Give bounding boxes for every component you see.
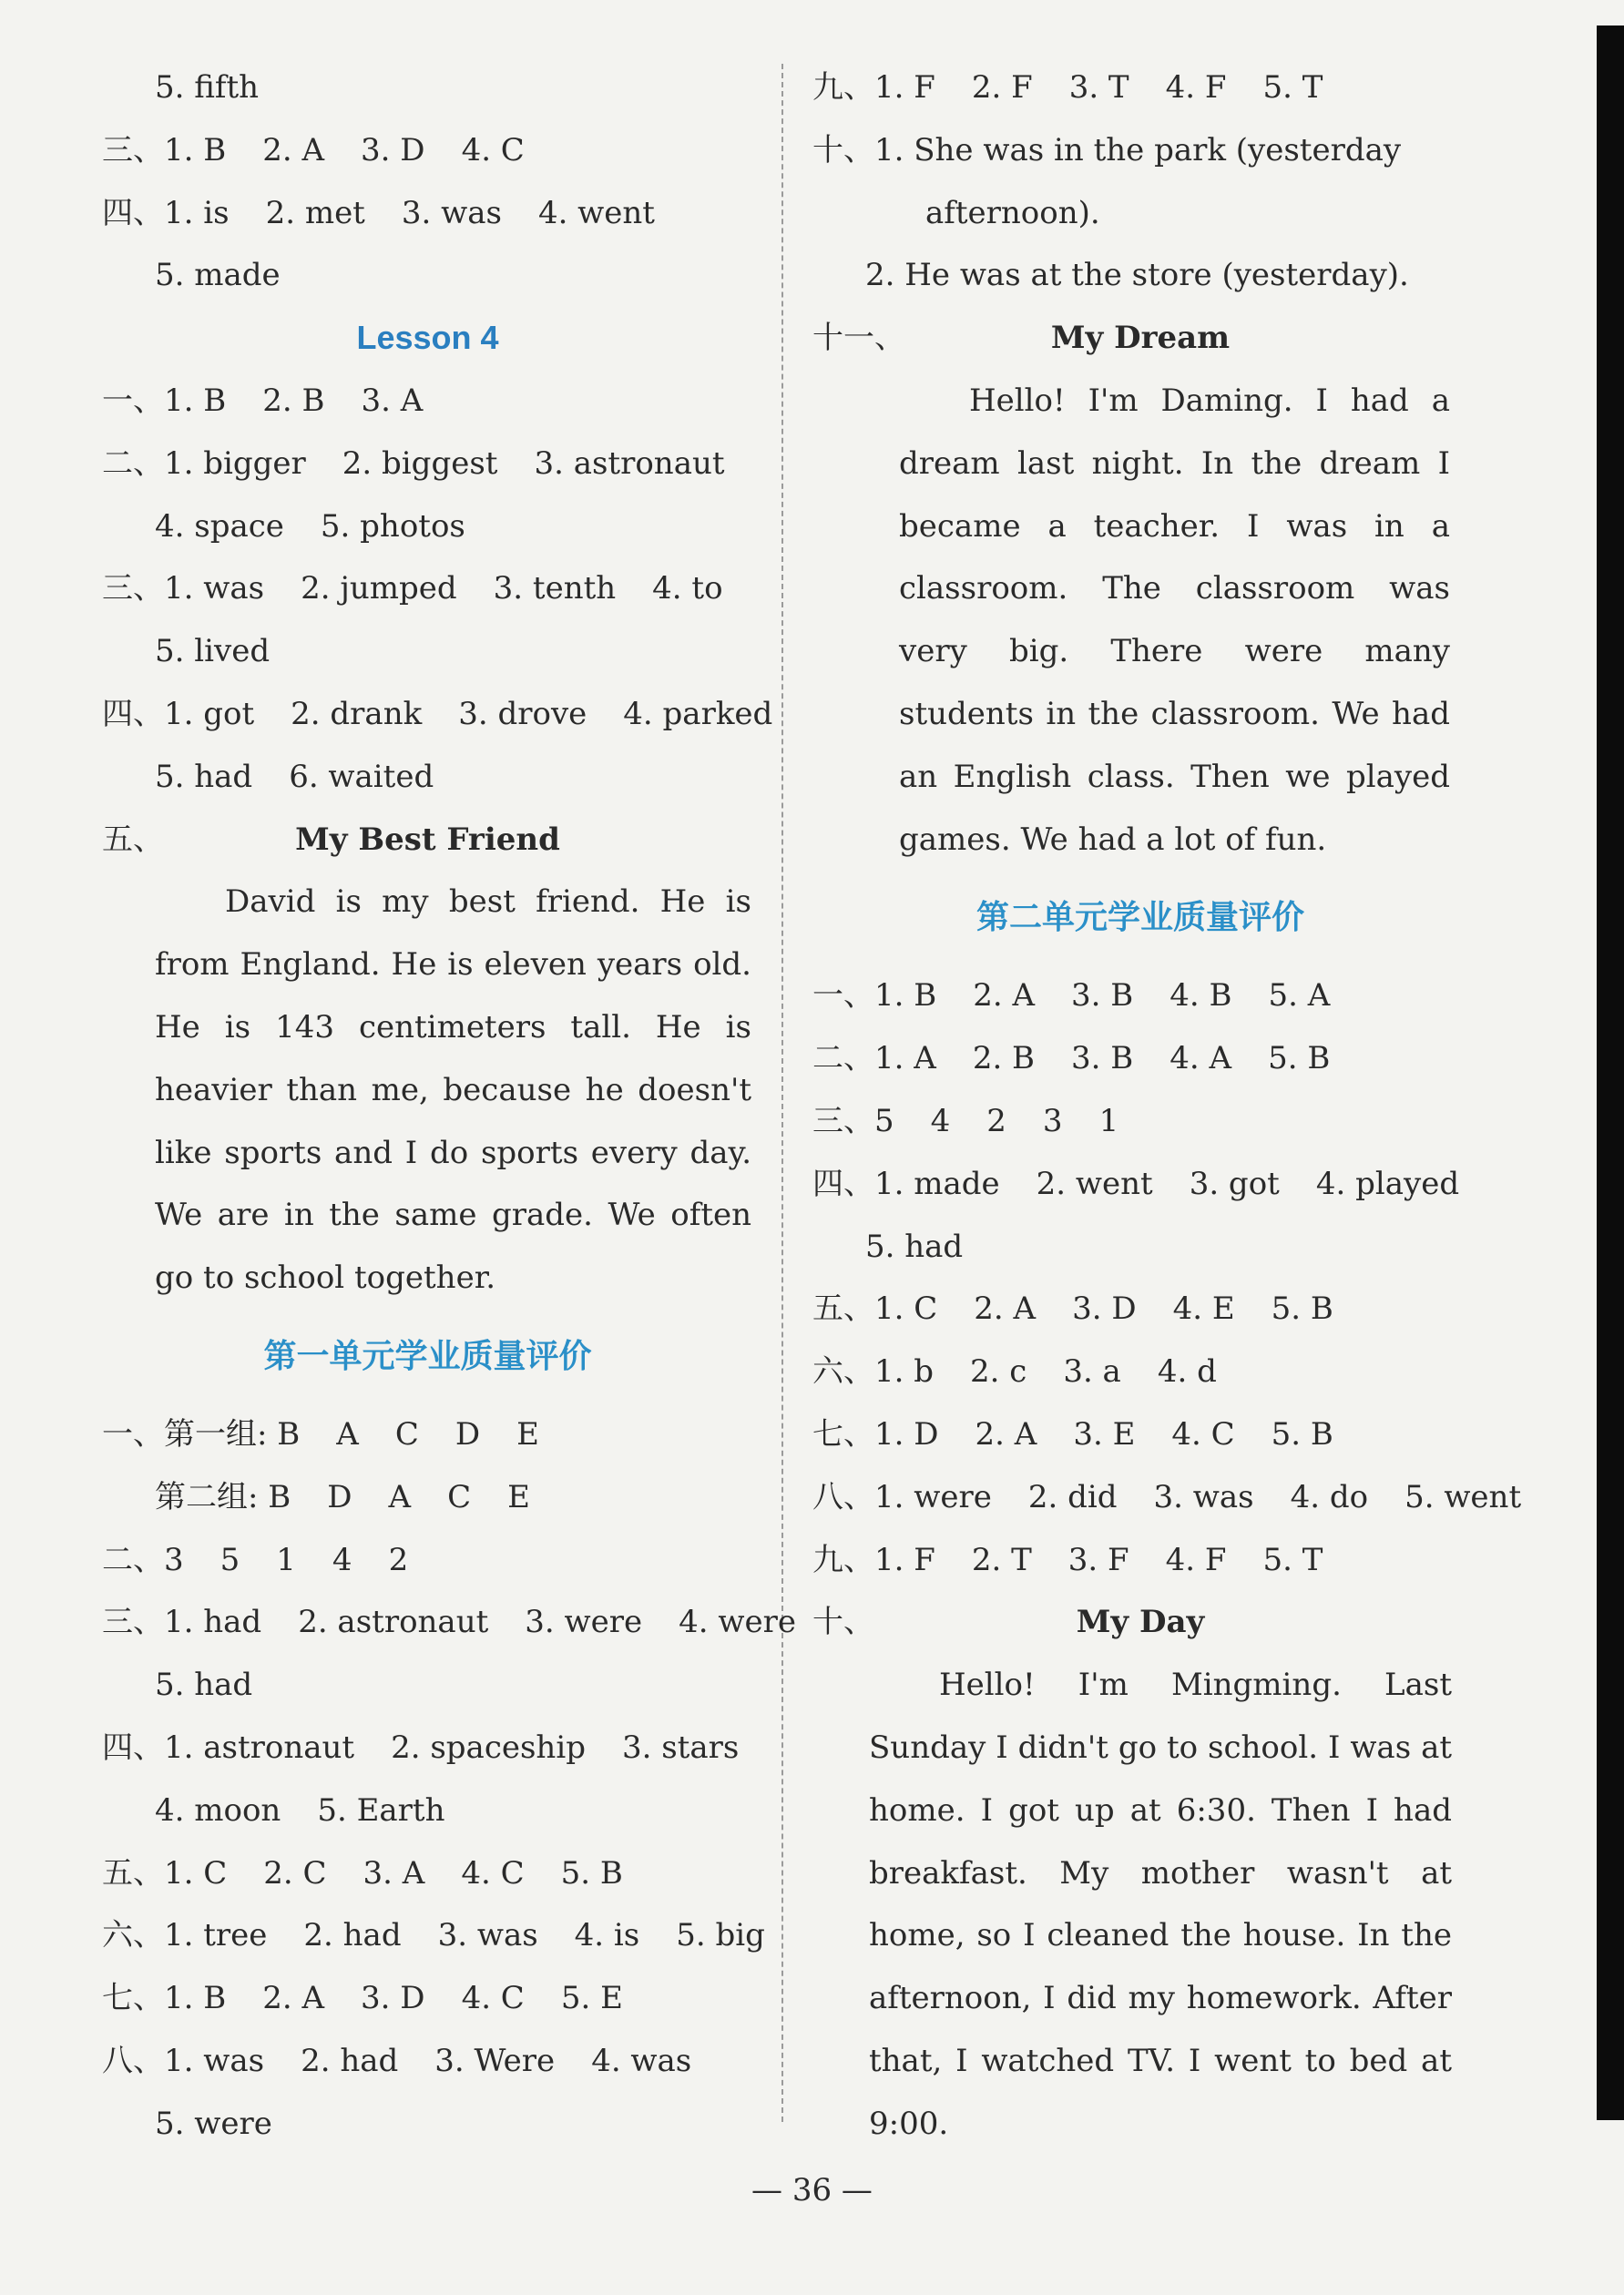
question-number: 一、 — [102, 382, 164, 419]
answer-line: 八、1. were 2. did 3. was 4. do 5. went — [812, 1478, 1522, 1515]
lesson-heading: Lesson 4 — [356, 319, 499, 357]
answer-line: 六、1. b 2. c 3. a 4. d — [812, 1353, 1217, 1391]
page-number: — 36 — — [751, 2172, 873, 2208]
section-title: 第二单元学业质量评价 — [975, 898, 1304, 937]
question-number: 二、 — [102, 444, 164, 482]
question-number: 二、 — [812, 1040, 874, 1077]
question-number: 八、 — [102, 2042, 164, 2079]
question-number: 九、 — [812, 69, 874, 106]
answer-line: 5. made — [155, 257, 281, 294]
essay-title: My Best Friend — [295, 821, 560, 858]
essay-text: Hello! I'm Mingming. Last Sunday I didn't go to school. I was at home. I got up at 6:30. Then I had breakfast. My mother wasn't at home, so I cleaned the house. In the afternoon, I did my homework. After that, I watched TV. I went to bed at 9:00. — [869, 1667, 1452, 2142]
answer-line: 5. fifth — [155, 69, 260, 106]
answer-line: 5. had — [155, 1667, 253, 1704]
essay-text: Hello! I'm Daming. I had a dream last night. In the dream I became a teacher. I was in a classroom. The classroom was very big. There were many students in the classroom. We had an English class. Then we played games. We had a lot of fun. — [899, 382, 1450, 858]
question-number: 二、 — [102, 1541, 164, 1578]
answer-line: 四、1. got 2. drank 3. drove 4. parked — [102, 695, 773, 732]
answer-line: afternoon). — [925, 194, 1100, 231]
answer-line: 二、3 5 1 4 2 — [102, 1541, 409, 1578]
answer-line: 三、1. had 2. astronaut 3. were 4. were — [102, 1604, 796, 1641]
answer-line: 第二组: B D A C E — [155, 1478, 530, 1515]
question-number: 三、 — [102, 570, 164, 607]
answer-line: 五、1. C 2. A 3. D 4. E 5. B — [812, 1290, 1333, 1328]
right-column — [812, 56, 1522, 2156]
answer-line: 4. moon 5. Earth — [155, 1791, 445, 1829]
answer-line: 三、1. B 2. A 3. D 4. C — [102, 131, 525, 168]
essay-text: David is my best friend. He is from England. He is eleven years old. He is 143 centimeters tall. He is heavier than me, because he doesn't like sports and I do sports every day. We are in the same grade. We often go to school together. — [155, 883, 751, 1297]
answer-line: 五、1. C 2. C 3. A 4. C 5. B — [102, 1854, 623, 1892]
question-number: 四、 — [102, 1729, 164, 1766]
question-number: 四、 — [812, 1165, 874, 1202]
answer-line: 九、1. F 2. T 3. F 4. F 5. T — [812, 1541, 1323, 1578]
answer-line: 十、1. She was in the park (yesterday — [812, 131, 1402, 168]
answer-line: 一、第一组: B A C D E — [102, 1415, 539, 1453]
question-number: 五、 — [812, 1290, 874, 1328]
question-number: 四、 — [102, 194, 164, 231]
answer-line: 5. had 6. waited — [155, 758, 434, 795]
answer-line: 2. He was at the store (yesterday). — [865, 257, 1409, 294]
answer-line — [102, 809, 753, 872]
essay-title: My Dream — [1050, 320, 1231, 357]
question-number: 一、 — [102, 1415, 164, 1453]
answer-line: 八、1. was 2. had 3. Were 4. was — [102, 2042, 692, 2079]
answer-line: 4. space 5. photos — [155, 507, 465, 545]
question-number: 四、 — [102, 695, 164, 732]
answer-line: 六、1. tree 2. had 3. was 4. is 5. big — [102, 1917, 765, 1954]
question-number: 六、 — [102, 1917, 164, 1954]
answer-line: 一、1. B 2. A 3. B 4. B 5. A — [812, 977, 1331, 1015]
answer-line: 一、1. B 2. B 3. A — [102, 382, 424, 419]
question-number: 七、 — [102, 1980, 164, 2017]
answer-line — [812, 307, 1468, 370]
question-number: 三、 — [102, 131, 164, 168]
left-column — [102, 56, 796, 2156]
question-number: 三、 — [812, 1102, 874, 1139]
section-title: 第一单元学业质量评价 — [263, 1336, 592, 1375]
question-number: 十一、 — [812, 320, 905, 357]
scan-edge-bar — [1597, 26, 1624, 2120]
answer-line: 四、1. astronaut 2. spaceship 3. stars — [102, 1729, 740, 1766]
question-number: 三、 — [102, 1604, 164, 1641]
question-number: 八、 — [812, 1478, 874, 1515]
question-number: 五、 — [102, 821, 164, 858]
essay-title: My Day — [1076, 1604, 1205, 1641]
answer-line: 三、1. was 2. jumped 3. tenth 4. to — [102, 570, 723, 607]
question-number: 五、 — [102, 1854, 164, 1892]
answer-line: 九、1. F 2. F 3. T 4. F 5. T — [812, 69, 1323, 106]
question-number: 十、 — [812, 1604, 874, 1641]
answer-line: 四、1. made 2. went 3. got 4. played — [812, 1165, 1460, 1202]
question-number: 七、 — [812, 1415, 874, 1453]
answer-line: 三、5 4 2 3 1 — [812, 1102, 1119, 1139]
answer-line: 七、1. B 2. A 3. D 4. C 5. E — [102, 1980, 623, 2017]
answer-line — [812, 1591, 1468, 1654]
answer-line: 5. had — [865, 1228, 964, 1265]
question-number: 一、 — [812, 977, 874, 1015]
answer-line: 二、1. bigger 2. biggest 3. astronaut — [102, 444, 725, 482]
column-divider — [781, 64, 783, 2122]
answer-line: 5. were — [155, 2105, 272, 2142]
answer-line: 5. lived — [155, 633, 271, 670]
question-number: 九、 — [812, 1541, 874, 1578]
answer-line: 七、1. D 2. A 3. E 4. C 5. B — [812, 1415, 1333, 1453]
question-number: 六、 — [812, 1353, 874, 1391]
answer-line: 二、1. A 2. B 3. B 4. A 5. B — [812, 1040, 1331, 1077]
question-number: 十、 — [812, 131, 874, 168]
answer-line: 四、1. is 2. met 3. was 4. went — [102, 194, 655, 231]
